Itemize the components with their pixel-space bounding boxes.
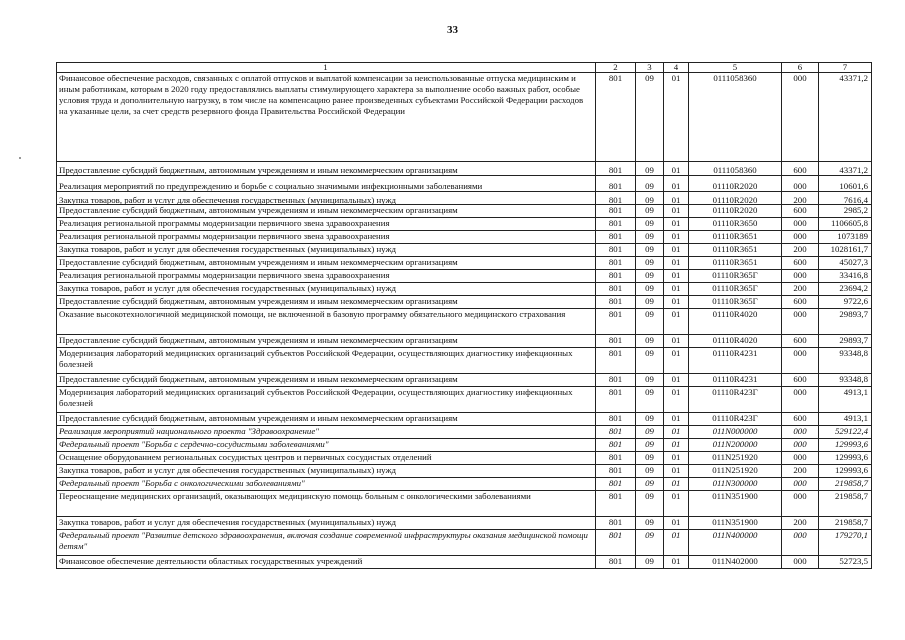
cell-subsection: 09	[635, 374, 663, 386]
header-cell-5: 5	[688, 63, 781, 72]
cell-subsection: 09	[635, 387, 663, 412]
table-row	[57, 478, 871, 491]
cell-expense-type: 000	[781, 348, 818, 373]
cell-description: Предоставление субсидий бюджетным, автономным учреждениям и иным некоммерческим организациям	[59, 413, 458, 423]
cell-target-article: 01110R4231	[688, 374, 781, 386]
cell-subsection: 09	[635, 426, 663, 438]
cell-subsubsection: 01	[663, 348, 688, 373]
cell-target-article: 01110R3650	[688, 218, 781, 230]
cell-amount: 529122,4	[818, 426, 871, 438]
cell-subsection: 09	[635, 162, 663, 175]
table-row	[57, 335, 871, 348]
cell-subsubsection: 01	[663, 491, 688, 516]
table-row	[57, 296, 871, 309]
cell-target-article: 011N300000	[688, 478, 781, 490]
cell-target-article: 01110R423Г	[688, 387, 781, 412]
cell-section: 801	[595, 283, 635, 295]
cell-description: Предоставление субсидий бюджетным, автономным учреждениям и иным некоммерческим организациям	[59, 205, 458, 215]
table-row	[57, 556, 871, 569]
cell-subsubsection: 01	[663, 478, 688, 490]
cell-target-article: 0111058360	[688, 162, 781, 175]
cell-section: 801	[595, 296, 635, 308]
cell-amount: 129993,6	[818, 439, 871, 451]
cell-subsubsection: 01	[663, 192, 688, 204]
cell-subsection: 09	[635, 452, 663, 464]
cell-expense-type: 000	[781, 556, 818, 568]
cell-description: Модернизация лабораторий медицинских организаций субъектов Российской Федерации, осуществляющих диагностику инфекционных болезней	[59, 348, 573, 369]
header-cell-7: 7	[818, 63, 871, 72]
cell-description: Реализация мероприятий национального проекта "Здравоохранение"	[59, 426, 319, 436]
cell-subsubsection: 01	[663, 218, 688, 230]
table-row	[57, 452, 871, 465]
cell-description: Федеральный проект "Развитие детского здравоохранения, включая создание современной инфраструктуры оказания медицинской помощи детям"	[59, 530, 588, 551]
cell-subsubsection: 01	[663, 517, 688, 529]
table-row	[57, 465, 871, 478]
cell-expense-type: 600	[781, 162, 818, 175]
cell-subsubsection: 01	[663, 556, 688, 568]
cell-section: 801	[595, 491, 635, 516]
cell-section: 801	[595, 530, 635, 555]
cell-amount: 93348,8	[818, 348, 871, 373]
cell-expense-type: 000	[781, 309, 818, 334]
cell-target-article: 011N400000	[688, 530, 781, 555]
cell-expense-type: 200	[781, 192, 818, 204]
cell-description: Предоставление субсидий бюджетным, автономным учреждениям и иным некоммерческим организациям	[59, 296, 458, 306]
table-row	[57, 192, 871, 205]
cell-target-article: 01110R3651	[688, 231, 781, 243]
cell-section: 801	[595, 387, 635, 412]
cell-amount: 219858,7	[818, 517, 871, 529]
cell-expense-type: 000	[781, 73, 818, 161]
cell-section: 801	[595, 426, 635, 438]
cell-description: Федеральный проект "Борьба с сердечно-сосудистыми заболеваниями"	[59, 439, 329, 449]
cell-amount: 52723,5	[818, 556, 871, 568]
cell-subsection: 09	[635, 218, 663, 230]
cell-subsection: 09	[635, 517, 663, 529]
cell-target-article: 011N351900	[688, 491, 781, 516]
cell-subsubsection: 01	[663, 231, 688, 243]
cell-target-article: 011N200000	[688, 439, 781, 451]
cell-description: Модернизация лабораторий медицинских организаций субъектов Российской Федерации, осуществляющих диагностику инфекционных болезней	[59, 387, 573, 408]
cell-subsubsection: 01	[663, 452, 688, 464]
table-row	[57, 530, 871, 556]
cell-subsection: 09	[635, 231, 663, 243]
table-row	[57, 270, 871, 283]
cell-description: Федеральный проект "Борьба с онкологическими заболеваниями"	[59, 478, 305, 488]
cell-subsubsection: 01	[663, 439, 688, 451]
cell-section: 801	[595, 309, 635, 334]
cell-expense-type: 000	[781, 478, 818, 490]
cell-section: 801	[595, 73, 635, 161]
cell-target-article: 01110R365Г	[688, 283, 781, 295]
cell-target-article: 01110R365Г	[688, 270, 781, 282]
cell-amount: 45027,3	[818, 257, 871, 269]
header-cell-2: 2	[595, 63, 635, 72]
cell-expense-type: 000	[781, 426, 818, 438]
cell-amount: 219858,7	[818, 491, 871, 516]
table-header-row	[57, 63, 871, 73]
cell-subsection: 09	[635, 73, 663, 161]
budget-table	[56, 62, 872, 569]
cell-amount: 129993,6	[818, 452, 871, 464]
cell-amount: 7616,4	[818, 192, 871, 204]
cell-section: 801	[595, 556, 635, 568]
cell-subsection: 09	[635, 478, 663, 490]
cell-description: Оказание высокотехнологичной медицинской помощи, не включенной в базовую программу обязательного медицинского страхования	[59, 309, 566, 319]
table-row	[57, 205, 871, 218]
cell-target-article: 01110R365Г	[688, 296, 781, 308]
table-row	[57, 387, 871, 413]
cell-target-article: 01110R2020	[688, 192, 781, 204]
cell-amount: 1106605,8	[818, 218, 871, 230]
cell-subsubsection: 01	[663, 530, 688, 555]
cell-amount: 129993,6	[818, 465, 871, 477]
cell-subsection: 09	[635, 296, 663, 308]
cell-subsubsection: 01	[663, 374, 688, 386]
table-row	[57, 374, 871, 387]
cell-expense-type: 200	[781, 517, 818, 529]
cell-subsubsection: 01	[663, 296, 688, 308]
cell-amount: 9722,6	[818, 296, 871, 308]
cell-subsection: 09	[635, 530, 663, 555]
cell-expense-type: 000	[781, 387, 818, 412]
cell-section: 801	[595, 231, 635, 243]
cell-expense-type: 200	[781, 244, 818, 256]
table-row	[57, 491, 871, 517]
cell-target-article: 01110R423Г	[688, 413, 781, 425]
cell-description: Предоставление субсидий бюджетным, автономным учреждениям и иным некоммерческим организациям	[59, 374, 458, 384]
cell-amount: 43371,2	[818, 162, 871, 175]
table-row	[57, 413, 871, 426]
cell-subsubsection: 01	[663, 387, 688, 412]
cell-amount: 4913,1	[818, 387, 871, 412]
cell-amount: 10601,6	[818, 176, 871, 191]
cell-expense-type: 000	[781, 231, 818, 243]
table-row	[57, 283, 871, 296]
cell-description: Реализация региональной программы модернизации первичного звена здравоохранения	[59, 218, 390, 228]
table-row	[57, 426, 871, 439]
cell-section: 801	[595, 162, 635, 175]
cell-amount: 179270,1	[818, 530, 871, 555]
table-row	[57, 348, 871, 374]
cell-expense-type: 600	[781, 296, 818, 308]
table-row	[57, 218, 871, 231]
cell-expense-type: 000	[781, 452, 818, 464]
cell-subsection: 09	[635, 491, 663, 516]
cell-subsection: 09	[635, 309, 663, 334]
cell-expense-type: 000	[781, 270, 818, 282]
cell-description: Переоснащение медицинских организаций, оказывающих медицинскую помощь больным с онкологическими заболеваниями	[59, 491, 531, 501]
cell-target-article: 01110R4231	[688, 348, 781, 373]
cell-target-article: 011N251920	[688, 465, 781, 477]
cell-subsection: 09	[635, 556, 663, 568]
cell-section: 801	[595, 257, 635, 269]
page-number: 33	[447, 24, 458, 36]
cell-section: 801	[595, 465, 635, 477]
header-cell-3: 3	[635, 63, 663, 72]
cell-expense-type: 600	[781, 205, 818, 217]
cell-subsection: 09	[635, 205, 663, 217]
cell-expense-type: 000	[781, 176, 818, 191]
cell-description: Оснащение оборудованием региональных сосудистых центров и первичных сосудистых отделений	[59, 452, 432, 462]
cell-subsection: 09	[635, 257, 663, 269]
cell-expense-type: 200	[781, 465, 818, 477]
cell-description: Предоставление субсидий бюджетным, автономным учреждениям и иным некоммерческим организациям	[59, 335, 458, 345]
cell-subsubsection: 01	[663, 162, 688, 175]
cell-section: 801	[595, 439, 635, 451]
cell-description: Закупка товаров, работ и услуг для обеспечения государственных (муниципальных) нужд	[59, 465, 397, 475]
cell-section: 801	[595, 478, 635, 490]
header-cell-1: 1	[323, 63, 328, 72]
cell-subsubsection: 01	[663, 257, 688, 269]
cell-subsection: 09	[635, 348, 663, 373]
cell-subsection: 09	[635, 192, 663, 204]
cell-subsubsection: 01	[663, 465, 688, 477]
header-cell-6: 6	[781, 63, 818, 72]
cell-subsubsection: 01	[663, 413, 688, 425]
table-row	[57, 257, 871, 270]
cell-subsection: 09	[635, 413, 663, 425]
cell-amount: 23694,2	[818, 283, 871, 295]
cell-subsubsection: 01	[663, 283, 688, 295]
cell-expense-type: 600	[781, 413, 818, 425]
cell-amount: 219858,7	[818, 478, 871, 490]
cell-description: Реализация региональной программы модернизации первичного звена здравоохранения	[59, 231, 390, 241]
cell-expense-type: 600	[781, 374, 818, 386]
cell-target-article: 01110R4020	[688, 309, 781, 334]
cell-subsubsection: 01	[663, 205, 688, 217]
cell-target-article: 0111058360	[688, 73, 781, 161]
cell-subsection: 09	[635, 283, 663, 295]
cell-section: 801	[595, 176, 635, 191]
cell-description: Закупка товаров, работ и услуг для обеспечения государственных (муниципальных) нужд	[59, 244, 397, 254]
cell-target-article: 011N402000	[688, 556, 781, 568]
cell-expense-type: 000	[781, 218, 818, 230]
cell-expense-type: 000	[781, 491, 818, 516]
cell-expense-type: 600	[781, 335, 818, 347]
table-row	[57, 231, 871, 244]
cell-subsection: 09	[635, 465, 663, 477]
cell-amount: 4913,1	[818, 413, 871, 425]
cell-description: Закупка товаров, работ и услуг для обеспечения государственных (муниципальных) нужд	[59, 195, 397, 204]
cell-target-article: 01110R2020	[688, 176, 781, 191]
cell-amount: 1028161,7	[818, 244, 871, 256]
header-cell-4: 4	[663, 63, 688, 72]
cell-description: Финансовое обеспечение расходов, связанных с оплатой отпусков и выплатой компенсации за неиспользованные отпуска медицинским и иным работникам, которым в 2020 году предоставлялись выплаты стимулирующего характера за выполнение особо важных работ, особые условия труда и дополнительную нагрузку, в том числе на компенсацию ранее произведенных субъектами Российской Федерации расходов на указанные цели, за счет средств резервного фонда Правительства Российской Федерации	[59, 73, 584, 116]
cell-subsubsection: 01	[663, 270, 688, 282]
cell-description: Предоставление субсидий бюджетным, автономным учреждениям и иным некоммерческим организациям	[59, 165, 458, 175]
cell-section: 801	[595, 205, 635, 217]
cell-description: Предоставление субсидий бюджетным, автономным учреждениям и иным некоммерческим организациям	[59, 257, 458, 267]
cell-description: Реализация региональной программы модернизации первичного звена здравоохранения	[59, 270, 390, 280]
table-row	[57, 176, 871, 192]
cell-section: 801	[595, 413, 635, 425]
cell-description: Реализация мероприятий по предупреждению и борьбе с социально значимыми инфекционными заболеваниями	[59, 181, 483, 191]
cell-target-article: 011N000000	[688, 426, 781, 438]
cell-subsubsection: 01	[663, 426, 688, 438]
cell-expense-type: 000	[781, 439, 818, 451]
cell-target-article: 011N251920	[688, 452, 781, 464]
cell-amount: 29893,7	[818, 309, 871, 334]
cell-target-article: 01110R3651	[688, 257, 781, 269]
scan-speck	[19, 157, 21, 159]
cell-target-article: 01110R2020	[688, 205, 781, 217]
cell-section: 801	[595, 517, 635, 529]
table-row	[57, 517, 871, 530]
cell-amount: 33416,8	[818, 270, 871, 282]
cell-subsubsection: 01	[663, 309, 688, 334]
cell-subsection: 09	[635, 439, 663, 451]
cell-section: 801	[595, 192, 635, 204]
cell-target-article: 011N351900	[688, 517, 781, 529]
cell-amount: 1073189	[818, 231, 871, 243]
table-row	[57, 162, 871, 176]
table-row	[57, 309, 871, 335]
cell-section: 801	[595, 335, 635, 347]
cell-subsection: 09	[635, 270, 663, 282]
cell-subsection: 09	[635, 335, 663, 347]
cell-subsubsection: 01	[663, 244, 688, 256]
cell-expense-type: 600	[781, 257, 818, 269]
cell-subsection: 09	[635, 176, 663, 191]
cell-amount: 43371,2	[818, 73, 871, 161]
cell-description: Закупка товаров, работ и услуг для обеспечения государственных (муниципальных) нужд	[59, 517, 397, 527]
cell-subsubsection: 01	[663, 335, 688, 347]
cell-description: Финансовое обеспечение деятельности областных государственных учреждений	[59, 556, 363, 566]
table-row	[57, 244, 871, 257]
cell-section: 801	[595, 244, 635, 256]
cell-section: 801	[595, 270, 635, 282]
cell-amount: 93348,8	[818, 374, 871, 386]
cell-description: Закупка товаров, работ и услуг для обеспечения государственных (муниципальных) нужд	[59, 283, 397, 293]
cell-target-article: 01110R4020	[688, 335, 781, 347]
cell-amount: 2985,2	[818, 205, 871, 217]
cell-expense-type: 000	[781, 530, 818, 555]
cell-section: 801	[595, 218, 635, 230]
cell-target-article: 01110R3651	[688, 244, 781, 256]
cell-section: 801	[595, 452, 635, 464]
table-row	[57, 73, 871, 162]
cell-section: 801	[595, 374, 635, 386]
cell-subsection: 09	[635, 244, 663, 256]
cell-subsubsection: 01	[663, 176, 688, 191]
table-row	[57, 439, 871, 452]
cell-subsubsection: 01	[663, 73, 688, 161]
cell-expense-type: 200	[781, 283, 818, 295]
cell-section: 801	[595, 348, 635, 373]
cell-amount: 29893,7	[818, 335, 871, 347]
